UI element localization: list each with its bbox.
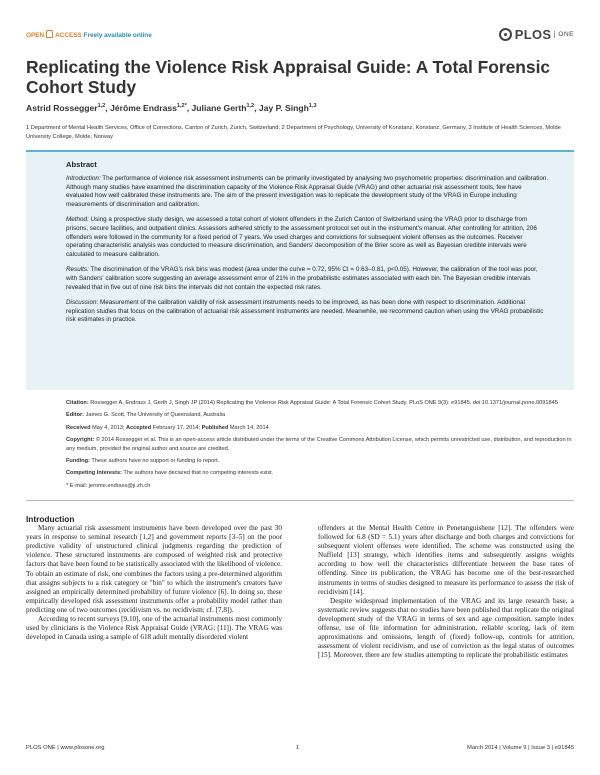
journal-logo	[499, 26, 574, 42]
freely-available-text: Freely available online	[83, 32, 152, 39]
page-number: 1	[296, 745, 300, 751]
section-divider	[26, 500, 574, 501]
page-footer	[26, 745, 574, 757]
journal-name: PLOS	[514, 26, 552, 42]
abstract-method: Method: Using a prospective study design, we assessed a total cohort of violent offenders in the Zurich Canton of Switzerland using the VRAG prior to discharge from prisons, secure facilities, and outpatient clinics. Assessors adhered strictly to the assessment protocol set out in the instrument's manual. After controlling for attrition, 206 offenders were followed in the community for a fixed period of 7 years. We used charges and convictions for subsequent violent offenses as the outcomes. Receiver operating characteristic analysis was conducted to measure discrimination, and Sanders' decomposition of the Brier score as well as Bayesian credible intervals were calculated to measure calibration.	[66, 216, 537, 258]
competing-interests: Competing Interests: The authors have declared that no competing interests exist.	[66, 470, 274, 477]
abstract-heading: Abstract	[66, 160, 97, 169]
funding: Funding: These authors have no support or funding to report.	[66, 458, 220, 465]
open-access-banner: OPEN ACCESS Freely available online	[26, 32, 152, 39]
body-column-left	[26, 515, 282, 642]
body-paragraph: Many actuarial risk assessment instruments have been developed over the past 30 years in response to seminal research [1,2] and government reports [3–5] on the poor predictive validity of unstructured clinical judgments regarding the prediction of violence. These structured instruments are composed of weighted risk and protective factors that have been found to be statistically associated with the likelihood of violence. To obtain an estimate of risk, one combines the factors using a pre-determined algorithm that assigns subjects to a risk category or "bin" to which the instrument's creators have assigned an empirically determined probability of future violence [6]. In doing so, these empirically developed risk assessment instruments offer a probability model rather than predicting one of two outcomes (recidivism vs. no recidivism; cf. [7,8]).	[26, 524, 282, 614]
abstract-introduction: Introduction: The performance of violence risk assessment instruments can be primarily investigated by analysing two psychometric properties: discrimination and calibration. Although many studies have examined the discrimination capacity of the Violence Risk Appraisal Guide (VRAG) and other actuarial risk assessment tools, few have evaluated how well calibrated these instruments are. The aim of the present investigation was to replicate the development study of the VRAG in Europe including measurements of discrimination and calibration.	[66, 175, 549, 208]
citation: Citation: Rossegger A, Endrass J, Gerth J, Singh JP (2014) Replicating the Violence Risk Appraisal Guide: A Total Forensic Cohort Study. PLoS ONE 9(3): e91845. doi:10.1371/journal.pone.0091845	[66, 400, 558, 406]
footer-issue-info: March 2014 | Volume 9 | Issue 3 | e91845	[467, 745, 574, 751]
journal-header	[26, 26, 574, 46]
affiliations: 1 Department of Mental Health Services, Office of Corrections, Canton of Zurich, Zurich, Switzerland, 2 Department of Psychology, University of Konstanz, Konstanz, Germany, 3 Institute of Health Sciences, Molde University College, Molde, Norway	[26, 125, 561, 140]
editor: Editor: James G. Scott, The University of Queensland, Australia	[66, 412, 226, 419]
author-name: Jay P. Singh	[258, 103, 309, 113]
dates: Received May 4, 2013; Accepted February 17, 2014; Published March 14, 2014	[66, 424, 269, 431]
body-paragraph: According to recent surveys [9,10], one of the actuarial instruments most commonly used by clinicians is the Violence Risk Appraisal Guide (VRAG; [11]). The VRAG was developed in Canada using a sample of 618 adult mentally disordered violent	[26, 615, 282, 642]
author-affiliation-mark: 1,2	[246, 103, 255, 110]
article-title: Replicating the Violence Risk Appraisal Guide: A Total Forensic Cohort Study	[26, 57, 551, 97]
plos-logo-icon	[499, 28, 512, 41]
author-affiliation-mark: 1,2*	[176, 103, 187, 110]
abstract-box	[26, 150, 574, 390]
author-name: Astrid Rossegger	[26, 103, 98, 113]
section-heading-introduction: Introduction	[26, 514, 75, 524]
body-paragraph: Despite widespread implementation of the VRAG and its large research base, a systematic review suggests that no studies have been published that replicate the original development study of the VRAG in terms of sex and age composition, sample index offense, use of file information for administration, reliable scoring, lack of item approximations and omissions, length of (fixed) follow-up, controls for attrition, assessment of violent recidivism, and use of conviction as the legal status of outcomes [15]. Moreover, there are few studies attempting to replicate the probabilistic estimates	[318, 596, 574, 660]
open-lock-icon	[46, 30, 53, 38]
body-paragraph: offenders at the Mental Health Centre in Penetanguishene [12]. The offenders were followed for 6.8 (SD = 5.1) years after discharge and both charges and convictions for subsequent violent offenses were identified. The scheme was constructed using the Nuffield [13] strategy, which identifies items and subsequently assigns weights according to how well the characteristics differentiate between the base rates of offending. Since its publication, the VRAG has become one of the best-researched instruments in terms of studies designed to measure its performance to assess the risk of recidivism [14].	[318, 524, 574, 596]
corresponding-email[interactable]: * E-mail: jerome.endrass@ji.zh.ch	[66, 482, 151, 489]
author-name: Jérôme Endrass	[110, 103, 177, 113]
author-affiliation-mark: 1,3	[308, 103, 317, 110]
author-affiliation-mark: 1,2	[97, 103, 106, 110]
article-metadata	[66, 399, 574, 494]
author-name: Juliane Gerth	[191, 103, 247, 113]
footer-journal-url[interactable]: PLOS ONE | www.plosone.org	[26, 745, 105, 751]
copyright: Copyright: © 2014 Rossegger et al. This is an open-access article distributed under the terms of the Creative Commons Attribution License, which permits unrestricted use, distribution, and reproduction in any medium, provided the original author and source are credited.	[66, 437, 572, 452]
journal-suffix: ONE	[554, 31, 574, 38]
abstract-discussion: Discussion: Measurement of the calibration validity of risk assessment instruments needs to be improved, as has been done with respect to discrimination. Additional replication studies that focus on the calibration of actuarial risk assessment instruments are needed. Meanwhile, we recommend caution when using the VRAG probabilistic risk estimates in practice.	[66, 299, 544, 324]
author-list: Astrid Rossegger$^{1,2}$, Jérôme Endrass$^{1,2*}$, Juliane Gerth$^{1,2}$, Jay P. Singh$^{1,3}$	[26, 103, 317, 113]
body-column-right	[318, 524, 574, 660]
abstract-results: Results: The discrimination of the VRAG's risk bins was modest (area under the curve = 0.72, 95% CI = 0.63–0.81, p<0.05). However, the calibration of the tool was poor, with Sanders' calibration score suggesting an average assessment error of 21% in the probabilistic estimates associated with each bin. The Bayesian credible intervals revealed that in five out of nine risk bins the intervals did not contain the expected risk rates.	[66, 266, 538, 291]
